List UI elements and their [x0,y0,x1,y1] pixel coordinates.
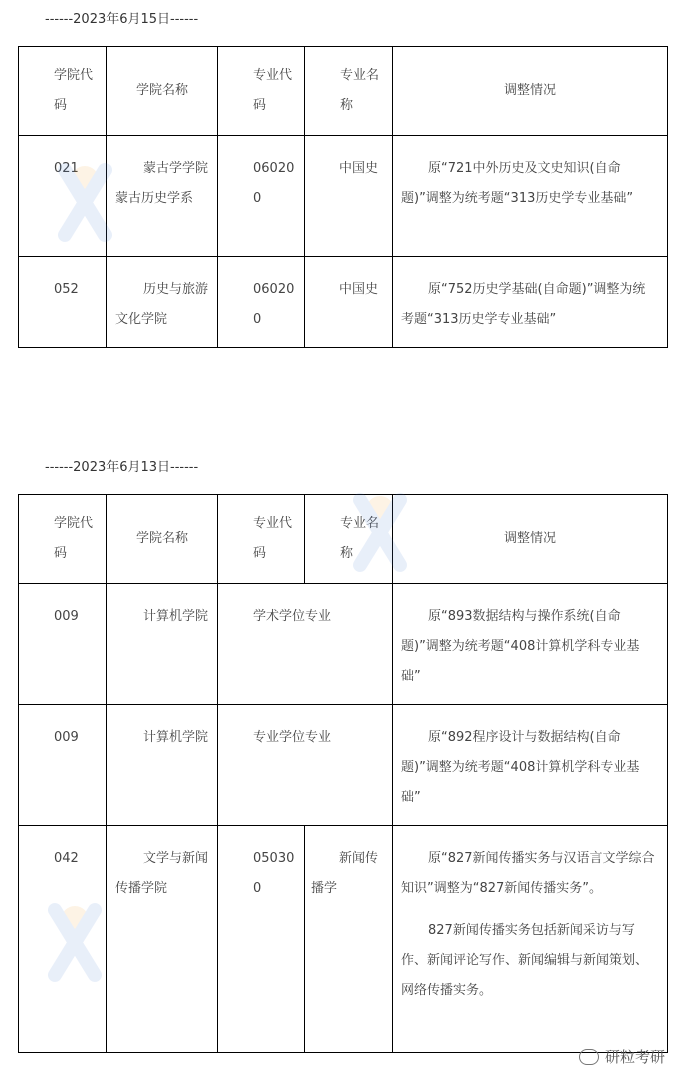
header-major-name: 专业名称 [305,495,393,584]
major-code-cell: 050300 [218,826,305,1053]
footer-text: 研粒考研 [604,1048,665,1066]
wechat-bubble-icon [579,1049,599,1065]
table-row [19,826,668,1053]
header-major-code: 专业代码 [218,495,305,584]
header-adjustment: 调整情况 [393,495,668,584]
degree-type-cell: 专业学位专业 [218,705,393,826]
adjustment-cell: 原“721中外历史及文史知识(自命题)”调整为统考题“313历史学专业基础” [393,136,668,257]
college-code-cell: 042 [19,826,107,1053]
college-code-cell: 009 [19,584,107,705]
major-name-cell: 新闻传播学 [305,826,393,1053]
college-name-cell: 文学与新闻传播学院 [107,826,218,1053]
college-code-cell: 021 [19,136,107,257]
adjustment-cell: 原“892程序设计与数据结构(自命题)”调整为统考题“408计算机学科专业基础” [393,705,668,826]
adjustment-table-2 [18,494,668,1053]
header-college-code: 学院代码 [19,495,107,584]
table-header-row [19,495,668,584]
header-college-code: 学院代码 [19,47,107,136]
header-adjustment: 调整情况 [393,47,668,136]
header-college-name: 学院名称 [107,495,218,584]
college-name-cell: 历史与旅游文化学院 [107,257,218,348]
adjustment-table-1 [18,46,668,348]
adjustment-note: 827新闻传播实务包括新闻采访与写作、新闻评论写作、新闻编辑与新闻策划、网络传播实务。 [401,923,649,998]
header-college-name: 学院名称 [107,47,218,136]
header-major-code: 专业代码 [218,47,305,136]
major-code-cell: 060200 [218,257,305,348]
date-line-1: ------2023年6月15日------ [45,12,199,27]
adjustment-cell [393,826,668,1053]
table-row [19,584,668,705]
college-code-cell: 009 [19,705,107,826]
table-row [19,257,668,348]
college-name-cell: 计算机学院 [107,705,218,826]
college-name-cell: 计算机学院 [107,584,218,705]
table-row [19,136,668,257]
college-code-cell: 052 [19,257,107,348]
major-name-cell: 中国史 [305,136,393,257]
adjustment-cell: 原“752历史学基础(自命题)”调整为统考题“313历史学专业基础” [393,257,668,348]
table-header-row [19,47,668,136]
table-row [19,705,668,826]
adjustment-text: 原“827新闻传播实务与汉语言文学综合知识”调整为“827新闻传播实务”。 [401,851,655,896]
footer-brand [579,1046,665,1067]
college-name-cell: 蒙古学学院蒙古历史学系 [107,136,218,257]
adjustment-cell: 原“893数据结构与操作系统(自命题)”调整为统考题“408计算机学科专业基础” [393,584,668,705]
major-code-cell: 060200 [218,136,305,257]
date-line-2: ------2023年6月13日------ [45,460,199,475]
major-name-cell: 中国史 [305,257,393,348]
header-major-name: 专业名称 [305,47,393,136]
degree-type-cell: 学术学位专业 [218,584,393,705]
